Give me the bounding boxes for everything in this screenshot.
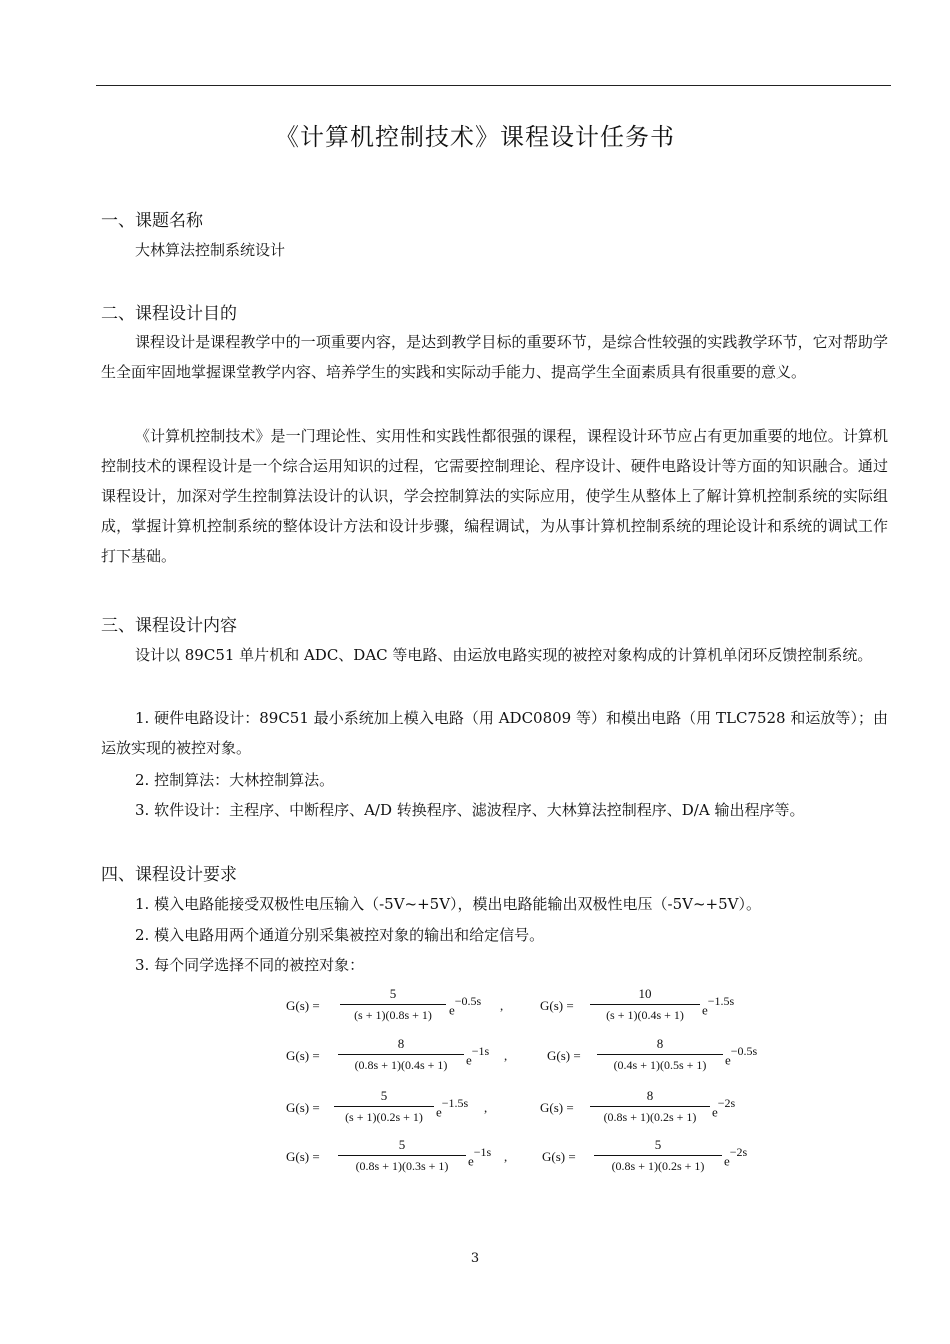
section-4-heading: 四、课程设计要求 bbox=[101, 865, 237, 885]
section-4-item-3: 3. 每个同学选择不同的被控对象： bbox=[135, 956, 365, 974]
section-3-item-2: 2. 控制算法：大林控制算法。 bbox=[135, 771, 335, 789]
section-2-paragraph-2: 《计算机控制技术》是一门理论性、实用性和实践性都很强的课程，课程设计环节应占有更加重要的地位。计算机控制技术的课程设计是一个综合运用知识的过程，它需要控制理论、程序设计、硬件电路设计等方面的知识融合。通过课程设计，加深对学生控制算法设计的认识，学会控制算法的实际应用，使学生从整体上了解计算机控制系统的实际组成，掌握计算机控制系统的整体设计方法和设计步骤，编程调试，为从事计算机控制系统的理论设计和系统的调试工作打下基础。 bbox=[101, 427, 888, 565]
section-1-text: 大林算法控制系统设计 bbox=[135, 241, 286, 259]
page-title: 《计算机控制技术》课程设计任务书 bbox=[275, 123, 675, 151]
section-3-heading: 三、课程设计内容 bbox=[101, 616, 237, 636]
section-3-item-1: 1. 硬件电路设计：89C51 最小系统加上模入电路（用 ADC0809 等）和模出电路（用 TLC7528 和运放等）；由运放实现的被控对象。 bbox=[101, 709, 888, 757]
section-2-heading: 二、课程设计目的 bbox=[101, 304, 237, 324]
section-2-paragraph-1: 课程设计是课程教学中的一项重要内容，是达到教学目标的重要环节，是综合性较强的实践教学环节，它对帮助学生全面牢固地掌握课堂教学内容、培养学生的实践和实际动手能力、提高学生全面素质具有很重要的意义。 bbox=[101, 333, 888, 381]
page-number: 3 bbox=[470, 1251, 480, 1266]
section-3-paragraph: 设计以 89C51 单片机和 ADC、DAC 等电路、由运放电路实现的被控对象构成的计算机单闭环反馈控制系统。 bbox=[135, 646, 873, 664]
section-4-item-2: 2. 模入电路用两个通道分别采集被控对象的输出和给定信号。 bbox=[135, 926, 545, 944]
header-rule bbox=[96, 85, 891, 86]
section-1-heading: 一、课题名称 bbox=[101, 211, 203, 231]
section-4-item-1: 1. 模入电路能接受双极性电压输入（-5V~+5V），模出电路能输出双极性电压（-5V~+5V）。 bbox=[135, 895, 761, 913]
section-3-item-3: 3. 软件设计：主程序、中断程序、A/D 转换程序、滤波程序、大林算法控制程序、D/A 输出程序等。 bbox=[135, 801, 805, 819]
